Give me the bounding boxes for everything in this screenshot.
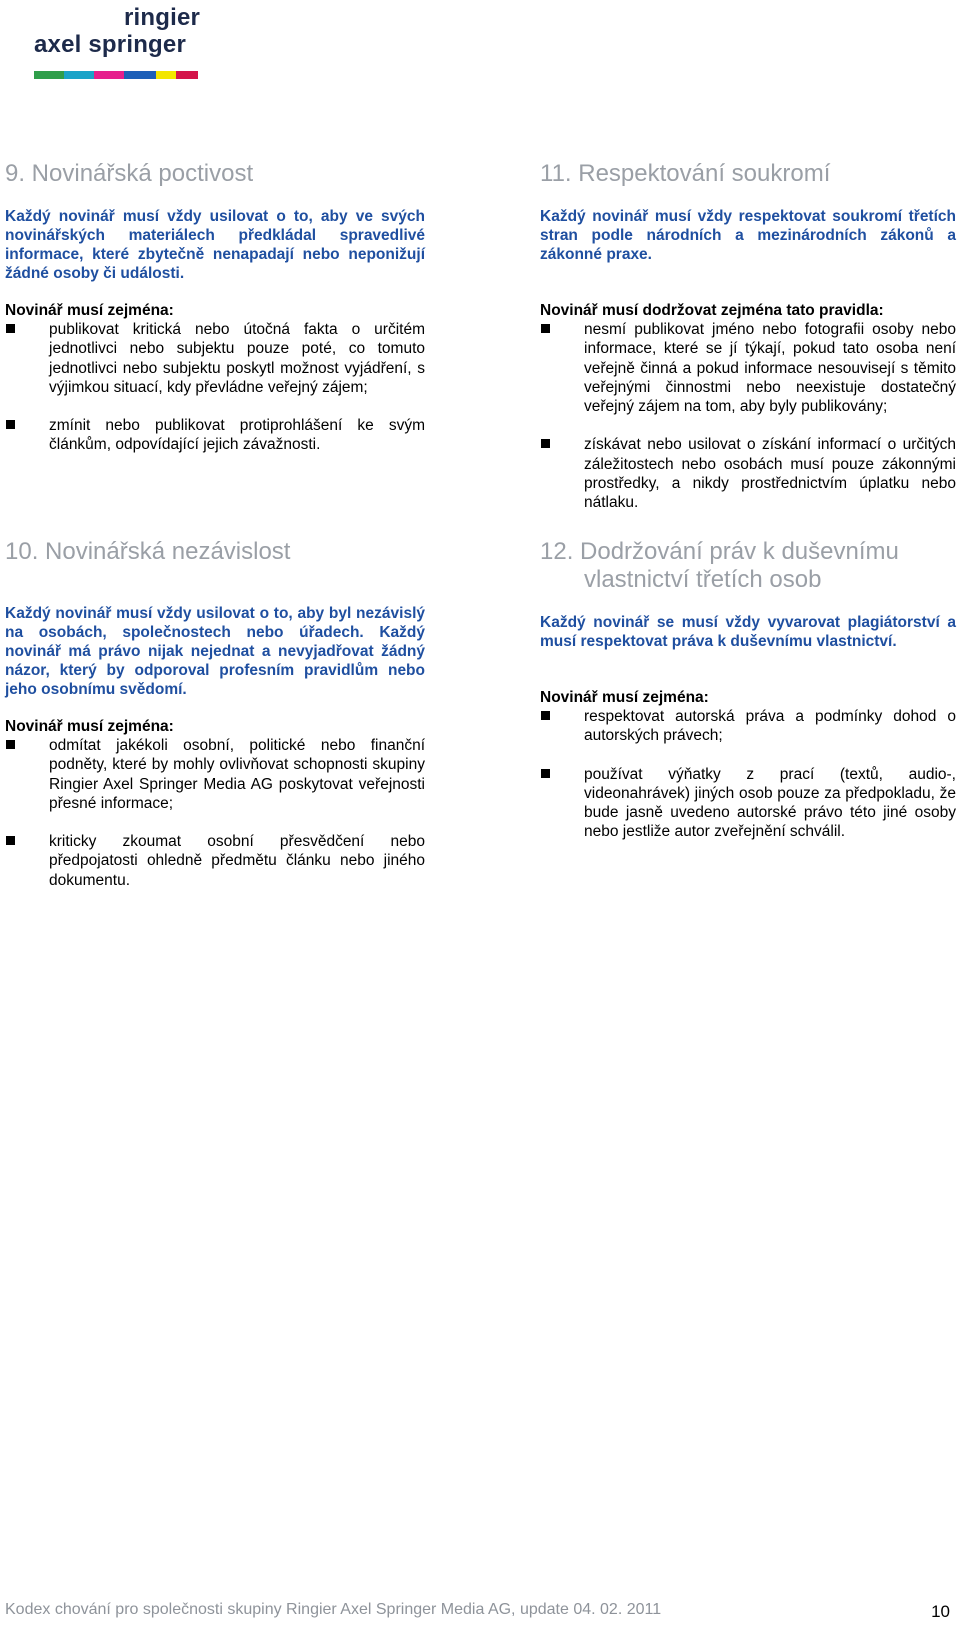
requirements-list: [5, 320, 425, 455]
list-item: [5, 416, 425, 455]
section-11: [540, 160, 956, 532]
section-title: 12. Dodržování práv k duševnímu vlastnictví třetích osob: [540, 538, 899, 593]
list-item-text: nesmí publikovat jméno nebo fotografii osoby nebo informace, které se jí týkají, pokud tato osoba není veřejně činná a pokud informace nesouvisejí s těmito veřejnými činnostmi nebo neexistuje dostatečný veřejný zájem na tom, aby byly publikovány;: [584, 321, 956, 416]
logo-color-bar: [34, 71, 208, 79]
list-item: [5, 736, 425, 813]
section-title: 9. Novinářská poctivost: [5, 160, 254, 187]
list-item-text: používat výňatky z prací (textů, audio-, videonahrávek) jiných osob pouze za předpokladu, že bude jasně uvedeno autorské právo této jiné osoby nebo jestliže autor zveřejnění schválil.: [584, 765, 956, 841]
section-lead: Každý novinář se musí vždy vyvarovat plagiátorství a musí respektovat práva k duševnímu vlastnictví.: [540, 614, 956, 650]
section-lead: Každý novinář musí vždy respektovat soukromí třetích stran podle národních a mezinárodních zákonů a zákonné praxe.: [540, 208, 956, 263]
bullet-square-icon: [6, 740, 15, 749]
section-9: [5, 160, 425, 474]
section-requirements-heading: Novinář musí zejména:: [540, 689, 709, 706]
color-bar-segment: [124, 71, 156, 79]
bullet-square-icon: [6, 836, 15, 845]
logo-line-ringier: ringier: [124, 4, 201, 31]
list-item-text: kriticky zkoumat osobní přesvědčení nebo předpojatosti ohledně předmětu článku nebo jiného dokumentu.: [49, 833, 425, 889]
list-item-text: získávat nebo usilovat o získání informací o určitých záležitostech nebo osobách musí pouze zákonnými prostředky, a nikdy prostřednictvím úplatku nebo nátlaku.: [584, 436, 956, 512]
list-item: [5, 832, 425, 890]
requirements-list: [540, 707, 956, 842]
section-requirements-heading: Novinář musí zejména:: [5, 718, 174, 735]
bullet-square-icon: [541, 324, 550, 333]
list-item: [540, 320, 956, 416]
color-bar-segment: [94, 71, 124, 79]
list-item: [540, 765, 956, 842]
section-lead: Každý novinář musí vždy usilovat o to, aby byl nezávislý na osobách, společnostech nebo úřadech. Každý novinář má právo nijak nejednat a nevyjadřovat žádný názor, který by odporoval profesním pravidlům nebo jeho osobnímu svědomí.: [5, 605, 425, 698]
requirements-list: [5, 736, 425, 890]
section-10: [5, 538, 425, 909]
footer-text: Kodex chování pro společnosti skupiny Ringier Axel Springer Media AG, update 04. 02. 2011: [5, 1601, 662, 1618]
section-12: [540, 538, 956, 861]
section-title: 11. Respektování soukromí: [540, 160, 831, 187]
section-lead: Každý novinář musí vždy usilovat o to, aby ve svých novinářských materiálech předkládal spravedlivé informace, které zbytečně nenapadají nebo neponižují žádné osoby či události.: [5, 208, 425, 282]
bullet-square-icon: [541, 711, 550, 720]
list-item: [5, 320, 425, 397]
list-item-text: publikovat kritická nebo útočná fakta o určitém jednotlivci nebo subjektu pouze poté, co tomuto jednotlivci nebo subjektu poskytl možnost vyjádření, s výjimkou situací, kdy převládne veřejný zájem;: [49, 321, 425, 396]
bullet-square-icon: [6, 420, 15, 429]
bullet-square-icon: [541, 769, 550, 778]
color-bar-segment: [34, 71, 64, 79]
list-item: [540, 707, 956, 746]
list-item-text: zmínit nebo publikovat protiprohlášení ke svým článkům, odpovídající jejich závažnosti.: [49, 417, 425, 454]
requirements-list: [540, 320, 956, 513]
section-requirements-heading: Novinář musí zejména:: [5, 302, 174, 319]
bullet-square-icon: [541, 439, 550, 448]
bullet-square-icon: [6, 324, 15, 333]
list-item-text: odmítat jakékoli osobní, politické nebo finanční podněty, které by mohly ovlivňovat schopnosti skupiny Ringier Axel Springer Media AG poskytovat veřejnosti přesné informace;: [49, 737, 425, 812]
color-bar-segment: [156, 71, 176, 79]
company-logo: [34, 4, 234, 58]
logo-line-axel-springer: axel springer: [34, 31, 187, 58]
section-requirements-heading: Novinář musí dodržovat zejména tato pravidla:: [540, 302, 884, 319]
color-bar-segment: [64, 71, 94, 79]
section-title: 10. Novinářská nezávislost: [5, 538, 291, 565]
color-bar-segment: [176, 71, 198, 79]
list-item-text: respektovat autorská práva a podmínky dohod o autorských právech;: [584, 708, 956, 745]
page-number: 10: [931, 1602, 950, 1621]
list-item: [540, 435, 956, 512]
